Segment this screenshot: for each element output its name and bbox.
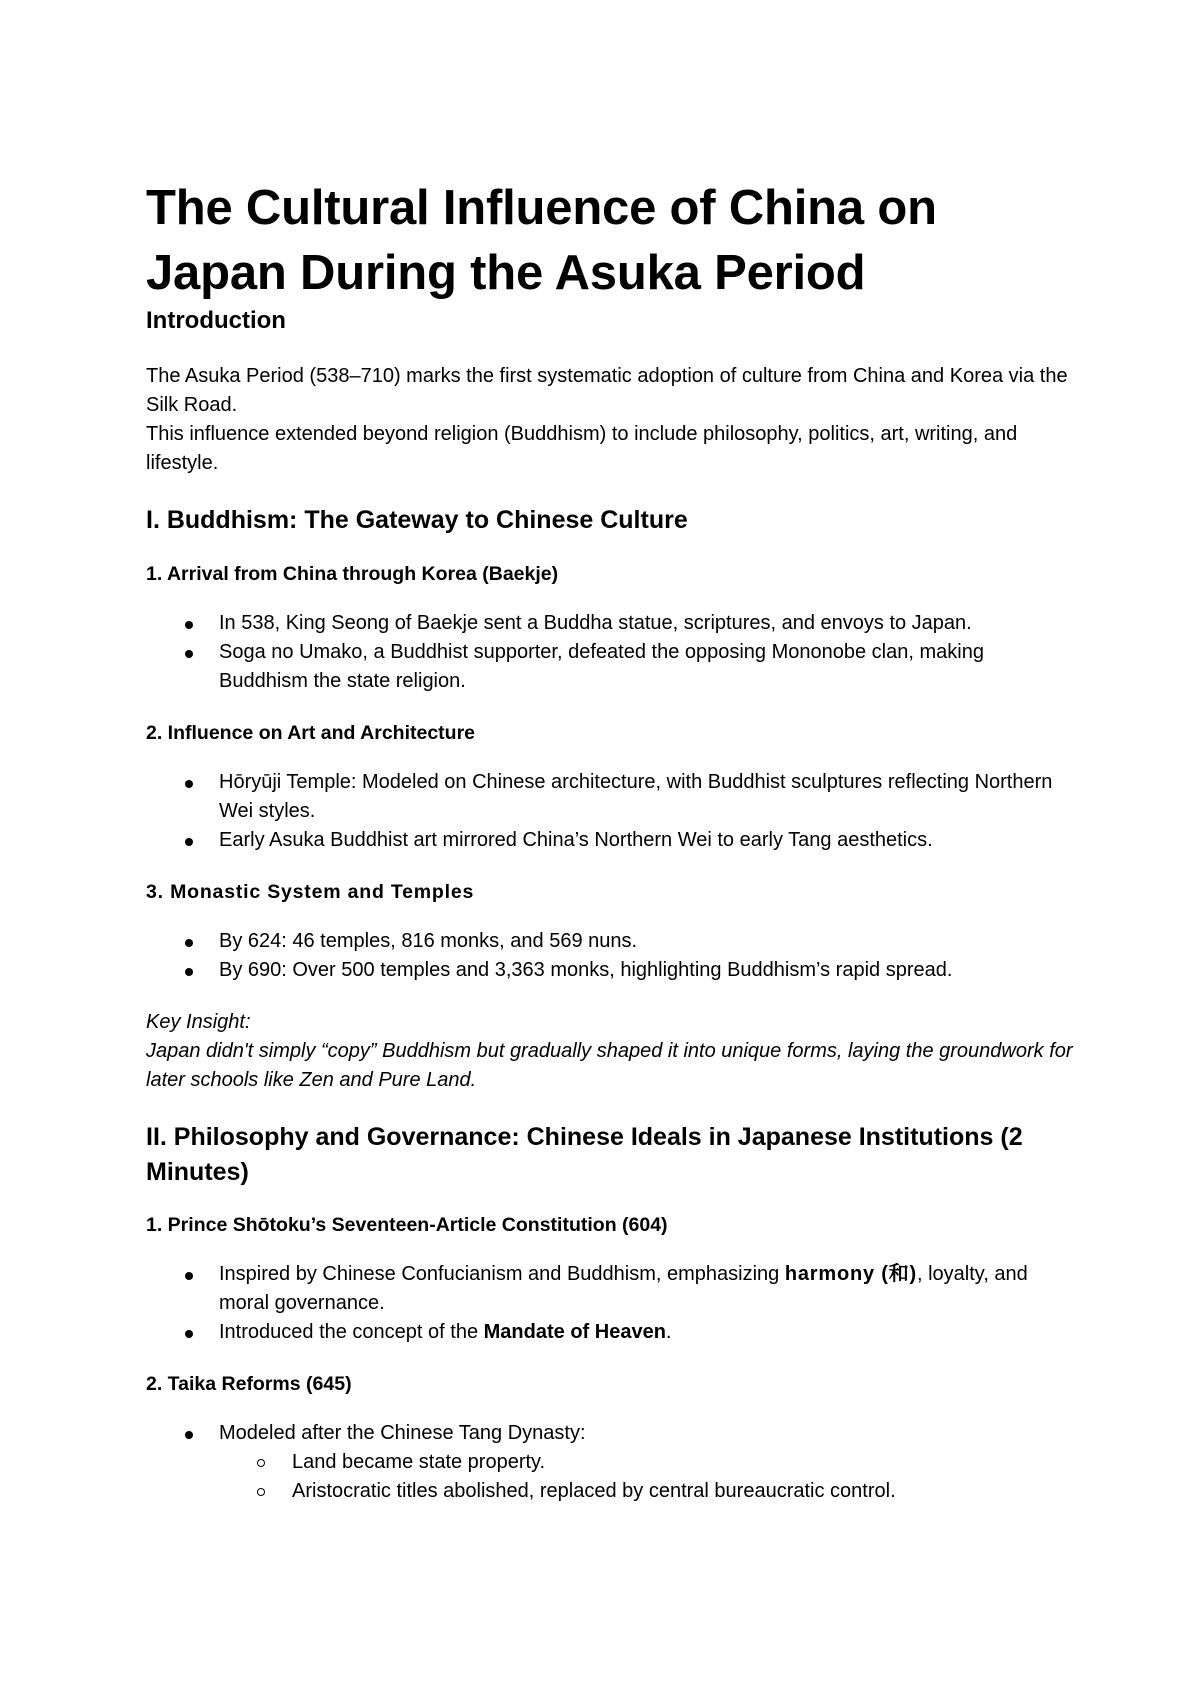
- bullet-icon: [185, 838, 193, 846]
- section-1-subheading-2: 2. Influence on Art and Architecture: [146, 722, 476, 744]
- section-2-sub-1-list: [146, 1260, 1076, 1347]
- document-page: [146, 168, 1076, 1506]
- section-1-subheading-3: 3. Monastic System and Temples: [146, 881, 475, 903]
- list-item: Early Asuka Buddhist art mirrored China’s Northern Wei to early Tang aesthetics.: [146, 826, 1076, 855]
- list-item: Hōryūji Temple: Modeled on Chinese architecture, with Buddhist sculptures reflecting Northern Wei styles.: [146, 768, 1076, 826]
- section-2-subheading-1: 1. Prince Shōtoku’s Seventeen-Article Constitution (604): [146, 1214, 668, 1236]
- page-title: The Cultural Influence of China on Japan During the Asuka Period: [146, 181, 937, 300]
- nested-list: [219, 1448, 1076, 1506]
- section-1-sub-1-list: [146, 609, 1076, 696]
- nested-list-item: Land became state property.: [219, 1448, 1076, 1477]
- introduction-paragraph-1: The Asuka Period (538–710) marks the first systematic adoption of culture from China and Korea via the Silk Road.: [146, 365, 1068, 416]
- section-1-subheading-1: 1. Arrival from China through Korea (Baekje): [146, 563, 559, 585]
- list-item: By 624: 46 temples, 816 monks, and 569 nuns.: [146, 927, 1076, 956]
- hollow-bullet-icon: [257, 1488, 265, 1496]
- bullet-icon: [185, 621, 193, 629]
- list-item: Soga no Umako, a Buddhist supporter, defeated the opposing Mononobe clan, making Buddhism the state religion.: [146, 638, 1076, 696]
- key-insight-label: Key Insight:: [146, 1011, 251, 1033]
- introduction-paragraph-2: This influence extended beyond religion (Buddhism) to include philosophy, politics, art, writing, and lifestyle.: [146, 423, 1018, 474]
- key-insight-text: Japan didn't simply “copy” Buddhism but gradually shaped it into unique forms, laying the groundwork for later schools like Zen and Pure Land.: [146, 1040, 1073, 1091]
- section-1-sub-3-list: [146, 927, 1076, 985]
- bullet-icon: [185, 939, 193, 947]
- mandate-term: Mandate of Heaven: [483, 1321, 666, 1343]
- section-2-heading: II. Philosophy and Governance: Chinese Ideals in Japanese Institutions (2 Minutes): [146, 1123, 1023, 1186]
- list-item: Inspired by Chinese Confucianism and Buddhism, emphasizing harmony (和), loyalty, and moral governance.: [146, 1260, 1076, 1318]
- list-item: Modeled after the Chinese Tang Dynasty: Land became state property. Aristocratic titles abolished, replaced by central bureaucratic control.: [146, 1419, 1076, 1506]
- list-item: In 538, King Seong of Baekje sent a Buddha statue, scriptures, and envoys to Japan.: [146, 609, 1076, 638]
- bullet-icon: [185, 780, 193, 788]
- harmony-term: harmony (和): [784, 1263, 917, 1285]
- list-item: Introduced the concept of the Mandate of Heaven.: [146, 1318, 1076, 1347]
- bullet-icon: [185, 1272, 193, 1280]
- list-item: By 690: Over 500 temples and 3,363 monks, highlighting Buddhism’s rapid spread.: [146, 956, 1076, 985]
- introduction-heading: Introduction: [146, 307, 286, 334]
- section-2-sub-2-list: [146, 1419, 1076, 1506]
- bullet-icon: [185, 1330, 193, 1338]
- section-1-heading: I. Buddhism: The Gateway to Chinese Culture: [146, 506, 688, 534]
- bullet-icon: [185, 650, 193, 658]
- nested-list-item: Aristocratic titles abolished, replaced by central bureaucratic control.: [219, 1477, 1076, 1506]
- section-2-subheading-2: 2. Taika Reforms (645): [146, 1373, 352, 1395]
- bullet-icon: [185, 968, 193, 976]
- bullet-icon: [185, 1431, 193, 1439]
- hollow-bullet-icon: [257, 1459, 265, 1467]
- section-1-sub-2-list: [146, 768, 1076, 855]
